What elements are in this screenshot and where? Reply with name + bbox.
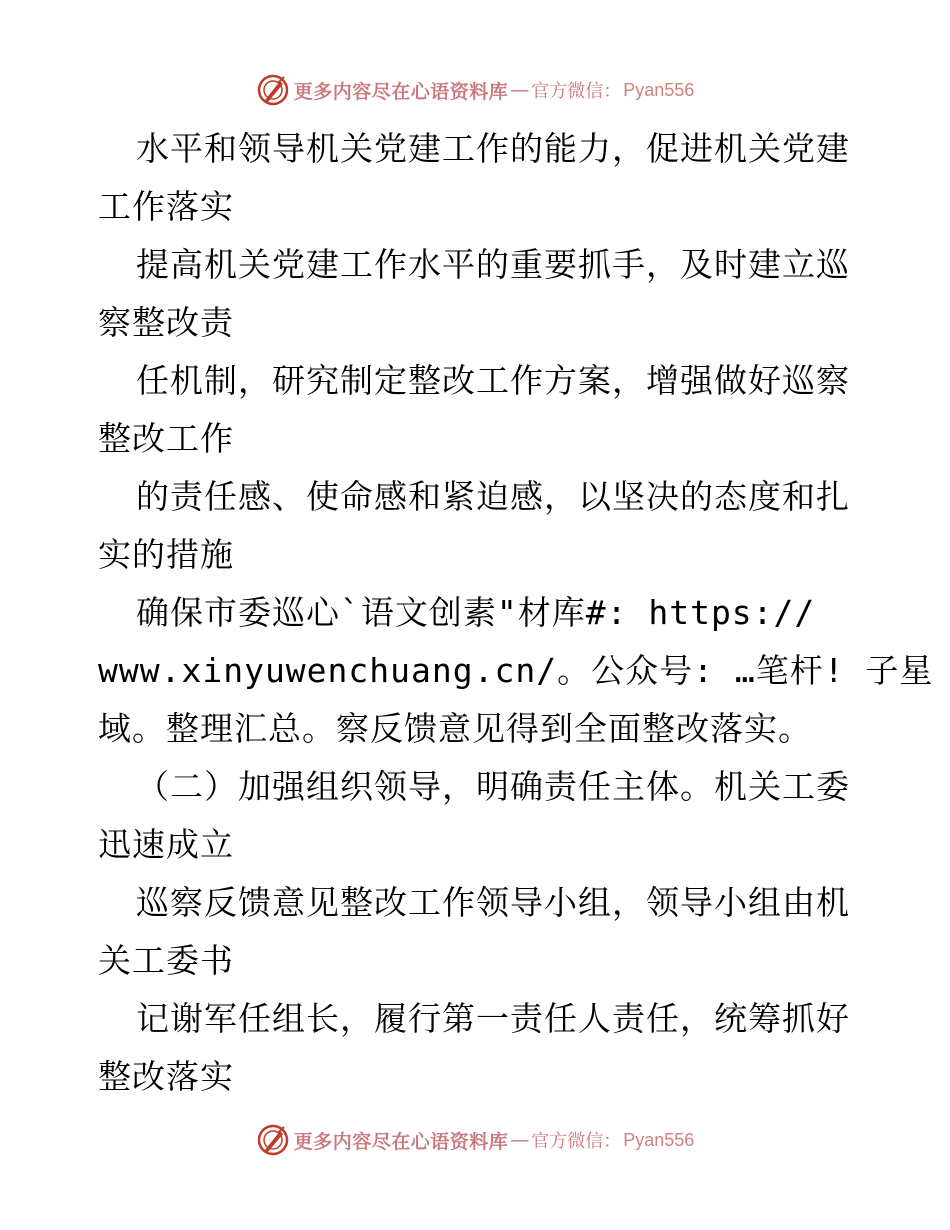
text-line: 巡察反馈意见整改工作领导小组，领导小组由机 — [136, 883, 850, 922]
banner-wechat-label: 官方微信： — [531, 1131, 622, 1152]
banner-wechat-id: Pyan556 — [623, 79, 695, 100]
text-line: （二）加强组织领导，明确责任主体。机关工委 — [136, 767, 850, 806]
banner-dash: — — [510, 1129, 530, 1151]
text-line: 整改工作 — [98, 419, 234, 458]
banner-dash: — — [510, 79, 530, 101]
text-line: 实的措施 — [98, 535, 234, 574]
header-banner — [0, 70, 950, 110]
text-line: 确保市委巡心`语文创素"材库#: https:// — [136, 593, 816, 632]
text-line: 工作落实 — [98, 187, 234, 226]
text-line: 任机制，研究制定整改工作方案，增强做好巡察 — [136, 361, 850, 400]
document-body — [98, 120, 934, 1106]
text-line: www.xinyuwenchuang.cn/。公众号: …笔杆! 子星 — [98, 651, 934, 690]
banner-wechat-id: Pyan556 — [623, 1129, 695, 1150]
banner-wechat-label: 官方微信： — [531, 81, 622, 102]
quill-pen-logo-icon — [256, 73, 290, 107]
text-line: 迅速成立 — [98, 825, 234, 864]
footer-banner — [0, 1120, 950, 1160]
text-line: 的责任感、使命感和紧迫感，以坚决的态度和扎 — [136, 477, 850, 516]
banner-main-text: 更多内容尽在心语资料库 — [293, 80, 509, 103]
text-line: 整改落实 — [98, 1057, 234, 1096]
text-line: 记谢军任组长，履行第一责任人责任，统筹抓好 — [136, 999, 850, 1038]
text-line: 提高机关党建工作水平的重要抓手，及时建立巡 — [136, 245, 850, 284]
text-line: 域。整理汇总。察反馈意见得到全面整改落实。 — [98, 709, 812, 748]
text-line: 察整改责 — [98, 303, 234, 342]
banner-main-text: 更多内容尽在心语资料库 — [293, 1130, 509, 1153]
text-line: 关工委书 — [98, 941, 234, 980]
quill-pen-logo-icon — [256, 1123, 290, 1157]
text-line: 水平和领导机关党建工作的能力，促进机关党建 — [136, 129, 850, 168]
